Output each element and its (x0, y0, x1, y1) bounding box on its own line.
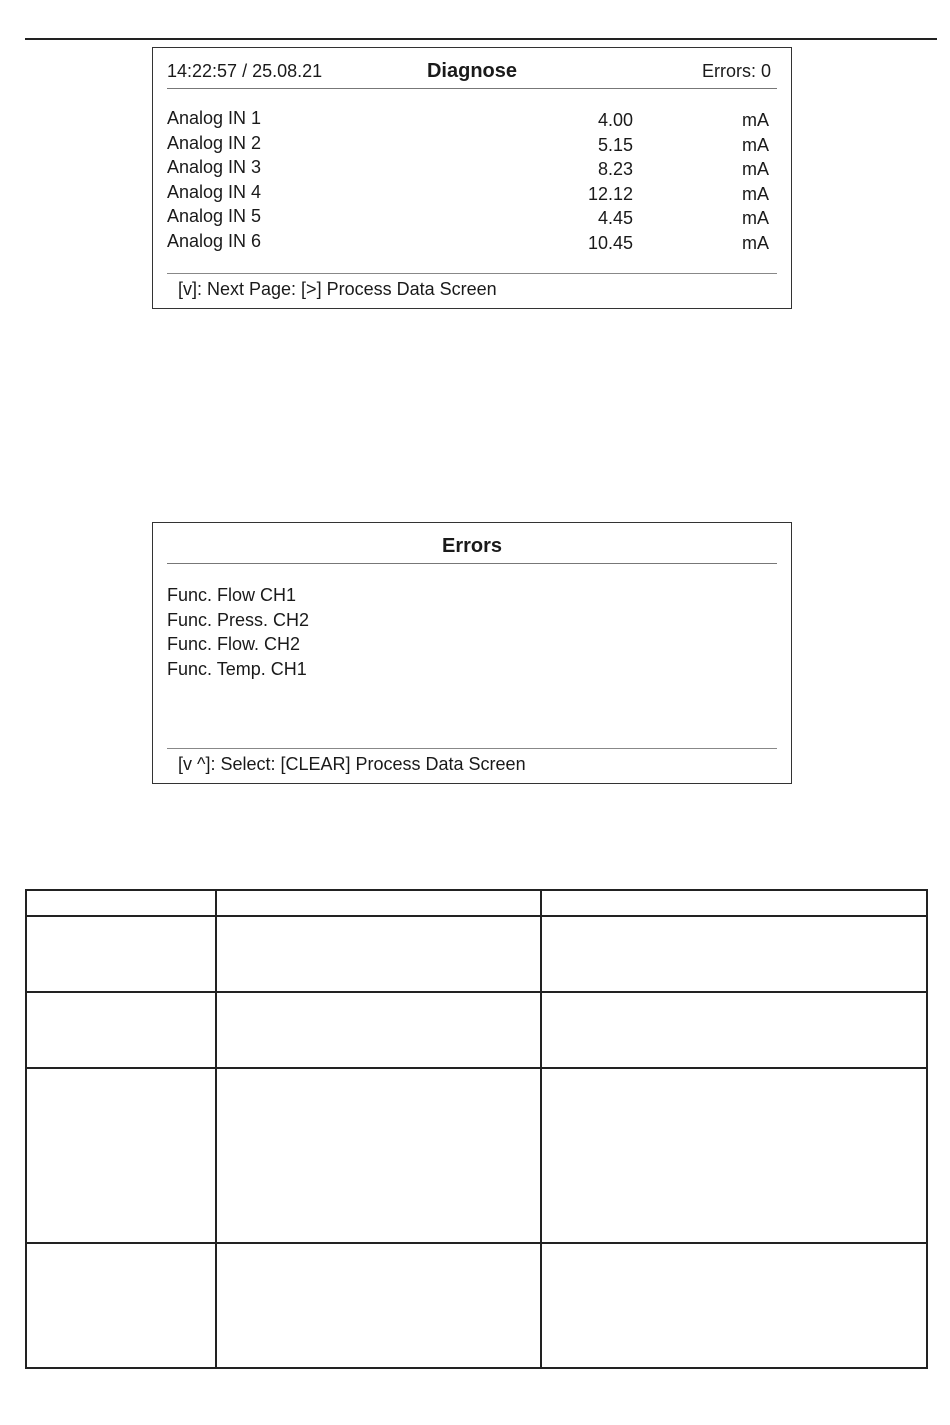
analog-input-unit: mA (742, 232, 769, 253)
analog-input-value: 8.23 (597, 159, 633, 180)
analog-input-list (167, 108, 777, 256)
table-row (26, 1068, 927, 1243)
analog-input-unit: mA (742, 208, 769, 229)
error-list (167, 585, 777, 683)
error-item[interactable]: Func. Flow CH1 (167, 585, 297, 605)
table-row (26, 1243, 927, 1368)
analog-input-row (167, 231, 777, 256)
table-cell (26, 992, 216, 1068)
table-cell (26, 1068, 216, 1243)
errors-screen (152, 522, 792, 784)
table-header-row (26, 890, 927, 916)
analog-input-label: Analog IN 4 (167, 181, 262, 202)
table-row (26, 992, 927, 1068)
error-count: Errors: 0 (701, 61, 771, 81)
table-row (26, 916, 927, 992)
error-item[interactable]: Func. Press. CH2 (167, 609, 310, 630)
analog-input-value: 12.12 (587, 183, 633, 204)
table-cell (541, 1243, 927, 1368)
errors-footer-hint: [v ^]: Select: [CLEAR] Process Data Screen (178, 754, 526, 774)
clock-readout: 14:22:57 / 25.08.21 (167, 61, 323, 81)
errors-header (167, 535, 777, 564)
table-cell (26, 916, 216, 992)
analog-input-value: 10.45 (587, 232, 633, 253)
table-cell (216, 1068, 541, 1243)
table-cell (216, 1243, 541, 1368)
diagnose-footer-rule (167, 273, 777, 274)
table-cell (541, 890, 927, 916)
analog-input-row (167, 108, 777, 133)
analog-input-value: 4.45 (597, 208, 633, 229)
error-item[interactable]: Func. Flow. CH2 (167, 634, 301, 655)
table-cell (216, 890, 541, 916)
analog-input-row (167, 157, 777, 182)
analog-input-label: Analog IN 1 (167, 108, 262, 128)
analog-input-label: Analog IN 3 (167, 157, 262, 178)
table-cell (26, 1243, 216, 1368)
table-cell (541, 992, 927, 1068)
analog-input-label: Analog IN 5 (167, 206, 262, 227)
analog-input-row (167, 182, 777, 207)
analog-input-row (167, 133, 777, 158)
analog-input-label: Analog IN 6 (167, 230, 262, 251)
analog-input-unit: mA (742, 183, 769, 204)
diagnose-title: Diagnose (426, 60, 518, 82)
diagnose-screen (152, 47, 792, 309)
analog-input-value: 5.15 (597, 134, 633, 155)
errors-title: Errors (441, 535, 503, 557)
page-top-rule (25, 38, 937, 40)
analog-input-row (167, 206, 777, 231)
analog-input-label: Analog IN 2 (167, 132, 262, 153)
diagnose-header (167, 60, 777, 89)
table-cell (541, 916, 927, 992)
diagnose-footer-hint: [v]: Next Page: [>] Process Data Screen (178, 279, 497, 299)
analog-input-unit: mA (742, 110, 769, 130)
analog-input-unit: mA (742, 134, 769, 155)
table-cell (541, 1068, 927, 1243)
table-cell (216, 992, 541, 1068)
table-cell (216, 916, 541, 992)
analog-input-value: 4.00 (597, 110, 633, 130)
table-cell (26, 890, 216, 916)
error-item[interactable]: Func. Temp. CH1 (167, 658, 307, 679)
analog-input-unit: mA (742, 159, 769, 180)
empty-table (25, 889, 928, 1369)
errors-footer-rule (167, 748, 777, 749)
